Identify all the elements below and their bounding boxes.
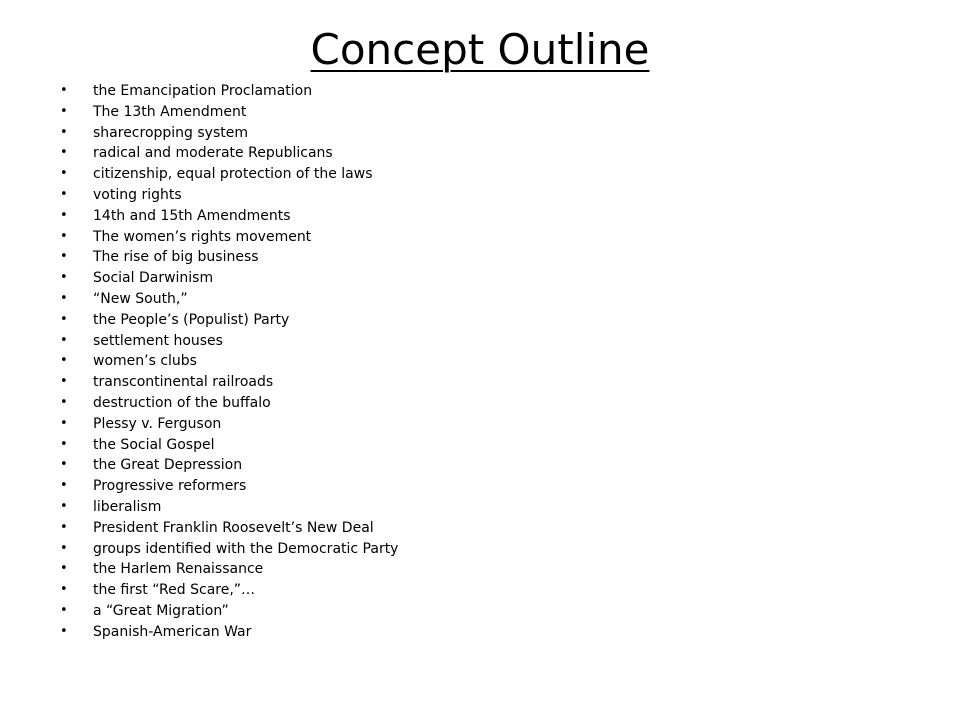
bullet-dot-icon: • xyxy=(60,415,68,431)
bullet-item xyxy=(60,247,398,268)
bullet-dot-icon: • xyxy=(60,394,68,410)
bullet-dot-icon: • xyxy=(60,498,68,514)
bullet-dot-icon: • xyxy=(60,540,68,556)
bullet-text: Plessy v. Ferguson xyxy=(93,415,222,432)
bullet-item xyxy=(60,102,398,123)
bullet-dot-icon: • xyxy=(60,145,68,161)
bullet-item xyxy=(60,580,398,601)
bullet-text: the first “Red Scare,”… xyxy=(93,582,256,599)
bullet-text: the Harlem Renaissance xyxy=(93,561,264,578)
bullet-item xyxy=(60,539,398,560)
bullet-dot-icon: • xyxy=(60,582,68,598)
bullet-dot-icon: • xyxy=(60,124,68,140)
bullet-text: the Great Depression xyxy=(93,457,243,474)
bullet-text: sharecropping system xyxy=(93,124,249,141)
bullet-dot-icon: • xyxy=(60,332,68,348)
bullet-item xyxy=(60,351,398,372)
bullet-text: “New South,” xyxy=(93,290,188,307)
bullet-item xyxy=(60,476,398,497)
bullet-text: Progressive reformers xyxy=(93,478,247,495)
bullet-dot-icon: • xyxy=(60,270,68,286)
bullet-item xyxy=(60,414,398,435)
bullet-text: the People’s (Populist) Party xyxy=(93,311,290,328)
bullet-item xyxy=(60,81,398,102)
bullet-text: Social Darwinism xyxy=(93,270,214,287)
bullet-dot-icon: • xyxy=(60,478,68,494)
slide-title: Concept Outline xyxy=(310,25,650,74)
bullet-text: a “Great Migration” xyxy=(93,602,229,619)
bullet-dot-icon: • xyxy=(60,166,68,182)
bullet-dot-icon: • xyxy=(60,519,68,535)
bullet-text: The women’s rights movement xyxy=(93,228,312,245)
bullet-item xyxy=(60,497,398,518)
bullet-item xyxy=(60,331,398,352)
bullet-item xyxy=(60,289,398,310)
bullet-dot-icon: • xyxy=(60,228,68,244)
bullet-dot-icon: • xyxy=(60,103,68,119)
bullet-dot-icon: • xyxy=(60,353,68,369)
bullet-dot-icon: • xyxy=(60,249,68,265)
bullet-text: liberalism xyxy=(93,498,162,515)
bullet-text: settlement houses xyxy=(93,332,223,349)
bullet-item xyxy=(60,622,398,643)
bullet-text: destruction of the buffalo xyxy=(93,394,271,411)
bullet-text: transcontinental railroads xyxy=(93,374,274,391)
bullet-text: 14th and 15th Amendments xyxy=(93,207,291,224)
bullet-dot-icon: • xyxy=(60,457,68,473)
bullet-item xyxy=(60,372,398,393)
bullet-text: President Franklin Roosevelt’s New Deal xyxy=(93,519,374,536)
bullet-text: groups identified with the Democratic Party xyxy=(93,540,399,557)
bullet-text: citizenship, equal protection of the laws xyxy=(93,166,373,183)
bullet-text: Spanish-American War xyxy=(93,623,252,640)
bullet-dot-icon: • xyxy=(60,602,68,618)
bullet-text: The 13th Amendment xyxy=(93,103,247,120)
bullet-list xyxy=(60,81,398,643)
bullet-item xyxy=(60,143,398,164)
bullet-item xyxy=(60,206,398,227)
bullet-dot-icon: • xyxy=(60,290,68,306)
bullet-item xyxy=(60,164,398,185)
bullet-dot-icon: • xyxy=(60,374,68,390)
bullet-text: the Social Gospel xyxy=(93,436,215,453)
bullet-text: The rise of big business xyxy=(93,249,259,266)
bullet-text: women’s clubs xyxy=(93,353,197,370)
bullet-dot-icon: • xyxy=(60,561,68,577)
bullet-item xyxy=(60,227,398,248)
bullet-item xyxy=(60,455,398,476)
bullet-dot-icon: • xyxy=(60,436,68,452)
bullet-dot-icon: • xyxy=(60,207,68,223)
bullet-dot-icon: • xyxy=(60,186,68,202)
bullet-text: voting rights xyxy=(93,186,182,203)
bullet-item xyxy=(60,268,398,289)
bullet-dot-icon: • xyxy=(60,83,68,98)
bullet-item xyxy=(60,185,398,206)
bullet-text: radical and moderate Republicans xyxy=(93,145,333,162)
bullet-item xyxy=(60,435,398,456)
bullet-item xyxy=(60,518,398,539)
bullet-item xyxy=(60,123,398,144)
bullet-item xyxy=(60,559,398,580)
bullet-dot-icon: • xyxy=(60,311,68,327)
bullet-item xyxy=(60,601,398,622)
bullet-text: the Emancipation Proclamation xyxy=(93,83,313,99)
bullet-dot-icon: • xyxy=(60,623,68,639)
bullet-item xyxy=(60,393,398,414)
bullet-item xyxy=(60,310,398,331)
